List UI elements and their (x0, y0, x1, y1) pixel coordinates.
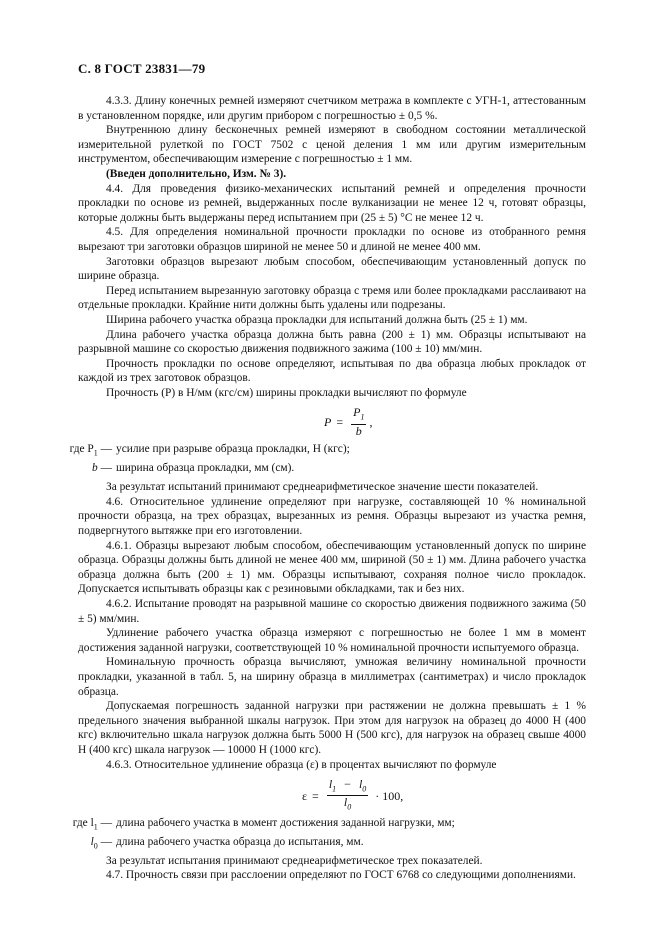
formula2-den: l (343, 795, 348, 810)
where-def: длина рабочего участка в момент достижения заданной нагрузки, мм; (116, 817, 455, 830)
paragraph-load-error: Допускаемая погрешность заданной нагрузки при растяжении не должна превышать ± 1 % предельного значения выбранной шкалы нагрузок. При этом для нагрузок на образец до 4000 Н (400 кгс) включительно шкала нагрузок должна быть 5000 Н (500 кгс), для нагрузок на образец свыше 4000 Н (400 кгс) шкала нагрузок — 10000 Н (1000 кгс). (78, 700, 586, 756)
paragraph-4-6: 4.6. Относительное удлинение определяют при нагрузке, составляющей 10 % номинальной прочности образца, на трех образцах, вырезанных из ремня. Образцы вырезают из участка ремня, подвергнутого вытяжке при его изготовлении. (78, 495, 586, 537)
paragraph-4-5: 4.5. Для определения номинальной прочности прокладки по основе из отобранного ремня вырезают три заготовки образцов шириной не менее 50 и длиной не менее 400 мм. (78, 226, 586, 253)
paragraph-4-4: 4.4. Для проведения физико-механических испытаний ремней и определения прочности прокладки по основе из ремней, выдержанных после вулканизации не менее 12 ч, готовят образцы, которые должны быть выдержаны перед испытанием при (25 ± 5) °С не менее 12 ч. (78, 182, 586, 224)
document-body (69, 94, 586, 883)
paragraph-4-6-3: 4.6.3. Относительное удлинение образца (ε) в процентах вычисляют по формуле (106, 758, 497, 771)
formula-tail: , (369, 414, 373, 429)
where-list-2 (50, 816, 586, 854)
paragraph-4-6-2: 4.6.2. Испытание проводят на разрывной машине со скоростью движения подвижного зажима (50 ± 5) мм/мин. (78, 597, 586, 625)
formula2-tail: · 100, (375, 788, 404, 803)
formula-eq: = (336, 414, 344, 429)
formula2-num-a: l (328, 777, 333, 792)
amendment-note: (Введен дополнительно, Изм. № 3). (106, 167, 287, 180)
formula2-eq: = (312, 788, 319, 803)
paragraph-result-three: За результат испытания принимают среднеарифметическое трех показателей. (106, 854, 483, 867)
formula-den: b (355, 423, 362, 438)
formula-fraction (351, 406, 366, 437)
where-sym: b (92, 462, 98, 475)
where-dash: — (97, 817, 112, 830)
where-sym: l (90, 835, 94, 848)
where-sub: 1 (93, 822, 98, 832)
where-dash: — (97, 835, 112, 848)
where-list-1 (50, 442, 586, 480)
paragraph-4-3-3: 4.3.3. Длину конечных ремней измеряют счетчиком метража в комплекте с УГН-1, аттестованным в установленном порядке, или другим прибором с погрешностью ± 0,5 %. (78, 95, 586, 122)
where-def: длина рабочего участка образца до испытания, мм. (116, 835, 364, 848)
formula2-den-sub: 0 (347, 802, 352, 812)
where-item (50, 816, 586, 835)
paragraph-strength-formula-intro: Прочность (P) в Н/мм (кгс/см) ширины прокладки вычисляют по формуле (106, 386, 467, 399)
where-dash: — (97, 462, 112, 475)
formula2-num-b: l (358, 777, 363, 792)
formula2-minus: − (344, 777, 351, 792)
paragraph-nominal-strength: Номинальную прочность образца вычисляют, умножая величину номинальной прочности прокладки, указанной в табл. 5, на ширину образца в миллиметрах (сантиметрах) и число прокладок образца. (78, 656, 586, 698)
where-sym: где l (72, 817, 94, 830)
page-header: С. 8 ГОСТ 23831—79 (78, 61, 206, 76)
where-item (50, 461, 586, 480)
paragraph-strength-method: Прочность прокладки по основе определяют, испытывая по два образца любых прокладок от каждой из трех заготовок образцов. (78, 357, 586, 385)
paragraph-elongation-measure: Удлинение рабочего участка образца измеряют с погрешностью не более 1 мм в момент достижения заданной нагрузки, соответствующей 10 % номинальной прочности испытуемого образца. (78, 627, 586, 654)
paragraph-length: Длина рабочего участка образца должна быть равна (200 ± 1) мм. Образцы испытывают на разрывной машине со скоростью движения подвижного зажима (100 ± 10) мм/мин. (78, 328, 586, 356)
formula-elongation (78, 772, 586, 816)
paragraph-delaminate: Перед испытанием вырезанную заготовку образца с тремя или более прокладками расслаивают на отдельные прокладки. Крайние нити должны быть удалены или подрезаны. (78, 284, 586, 312)
paragraph-width: Ширина рабочего участка образца прокладки для испытаний должна быть (25 ± 1) мм. (106, 313, 528, 326)
formula-strength (78, 400, 586, 442)
paragraph-4-6-1: 4.6.1. Образцы вырезают любым способом, обеспечивающим установленный допуск по ширине образца. Образцы должны быть длиной не менее 400 мм, шириной (50 ± 1) мм. Длина рабочего участка образца должна быть (200 ± 1) мм. Образцы испытывают, сохраняя полное число прокладок. Допускается испытывать образцы как с резиновыми обкладками, так и без них. (78, 539, 586, 596)
formula2-fraction (327, 778, 368, 814)
where-def: усилие при разрыве образца прокладки, Н (кгс); (116, 443, 350, 456)
where-def: ширина образца прокладки, мм (см). (116, 462, 295, 475)
paragraph-inner-length: Внутреннюю длину бесконечных ремней измеряют в свободном состоянии металлической измерительной рулеткой по ГОСТ 7502 с ценой деления 1 мм или другим измерительным инструментом, обеспечивающим измерение с погрешностью ± 1 мм. (78, 124, 586, 166)
where-dash: — (97, 443, 112, 456)
where-sym: где P (69, 443, 94, 456)
paragraph-result-six: За результат испытаний принимают среднеарифметическое значение шести показателей. (106, 481, 539, 494)
where-item (50, 835, 586, 854)
formula-lhs: P (324, 414, 332, 429)
where-item (50, 442, 586, 461)
where-sub: 0 (93, 841, 98, 851)
formula2-num-b-sub: 0 (362, 784, 367, 794)
paragraph-4-7: 4.7. Прочность связи при расслоении определяют по ГОСТ 6768 со следующими дополнениями. (106, 869, 576, 882)
formula-num-sub: 1 (360, 412, 365, 422)
formula2-lhs: ε (302, 788, 308, 803)
formula-num: P (353, 405, 361, 420)
where-sub: 1 (93, 448, 98, 458)
paragraph-blanks: Заготовки образцов вырезают любым способом, обеспечивающим установленный допуск по ширине образца. (78, 255, 586, 283)
formula2-num-a-sub: 1 (332, 784, 337, 794)
